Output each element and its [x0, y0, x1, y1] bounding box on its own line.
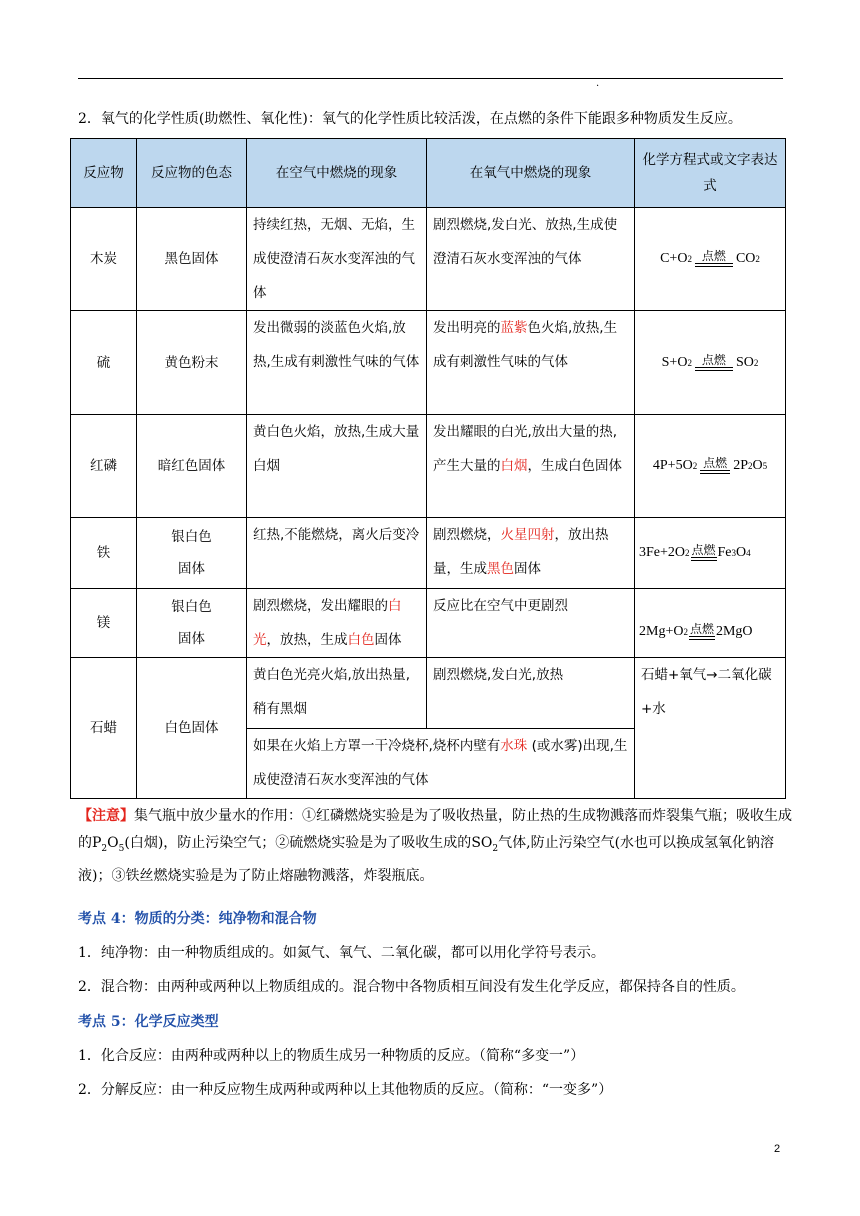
oxygen-phenomenon-cell — [427, 208, 635, 311]
eq-left: 2Mg+O — [639, 624, 684, 639]
oxygen-phenomenon-cell: 剧烈燃烧,发白光,放热 — [427, 658, 635, 729]
state-cell: 白色固体 — [137, 658, 247, 799]
eq-sub: 2 — [753, 357, 759, 368]
extra-text: 如果在火焰上方罩一干冷烧杯,烧杯内壁有 — [253, 738, 501, 754]
air-phenomenon-cell: 发出微弱的淡蓝色火焰,放热,生成有刺激性气味的气体 — [247, 311, 427, 415]
highlight-text: 白色 — [347, 632, 375, 648]
oxygen-text: ，放出热量，生成 — [433, 527, 609, 577]
air-phenomenon-cell: 红热,不能燃烧，离火后变冷 — [247, 518, 427, 589]
highlight-text: 黑色 — [487, 561, 514, 577]
reactant-cell: 硫 — [71, 311, 137, 415]
eq-condition: 点燃 — [701, 249, 726, 263]
table-row — [71, 518, 786, 589]
eq-left: S+O — [661, 354, 688, 370]
table-row — [71, 415, 786, 518]
oxygen-text: 反应比在空气中更剧烈 — [433, 598, 568, 614]
page-number: 2 — [774, 1143, 781, 1155]
col-header-oxygen: 在氧气中燃烧的现象 — [427, 139, 635, 208]
eq-sub: 3 — [731, 548, 737, 558]
note-text: 集气瓶中放少量水的作用：①红磷燃烧实验是为了吸收热量，防止热的生成物溅落而炸裂集气瓶；吸收生成的 — [78, 808, 792, 851]
eq-right: Fe — [717, 545, 732, 560]
eq-sub: 4 — [746, 548, 751, 558]
air-phenomenon-cell: 持续红热，无烟、无焰，生成使澄清石灰水变浑浊的气体 — [247, 208, 427, 311]
highlight-text: 火星四射 — [500, 527, 555, 543]
note-text: (白烟)，防止污染空气；②硫燃烧实验是为了吸收生成的 — [124, 835, 472, 851]
oxygen-text: ，生成白色固体 — [527, 458, 622, 474]
header-rule — [78, 78, 783, 79]
table-header-row — [71, 139, 786, 208]
note-tag: 【注意】 — [78, 808, 134, 824]
equation-cell — [635, 518, 786, 589]
table-row — [71, 208, 786, 311]
eq-right: 2MgO — [715, 624, 753, 639]
eq-left: C+O — [660, 251, 688, 266]
reactant-cell: 红磷 — [71, 415, 137, 518]
oxygen-phenomenon-cell — [427, 518, 635, 589]
eq-left: 4P+5O — [652, 458, 693, 473]
eq-condition: 点燃 — [691, 543, 716, 557]
eq-right: CO — [735, 251, 756, 266]
extra-text: (或水雾)出现,生成使澄清石灰水变浑浊的气体 — [253, 738, 628, 788]
highlight-text: 水珠 — [500, 738, 528, 754]
kp4-title: 考点 4：物质的分类：纯净物和混合物 — [78, 911, 317, 927]
eq-sub: 2 — [747, 461, 753, 471]
kp4-line-1: 1．纯净物：由一种物质组成的。如氮气、氧气、二氧化碳，都可以用化学符号表示。 — [78, 945, 605, 961]
eq-left: 3Fe+2O — [639, 545, 686, 560]
kp4-line-2: 2．混合物：由两种或两种以上物质组成的。混合物中各物质相互间没有发生化学反应，都保持各自的性质。 — [78, 979, 745, 995]
eq-condition: 点燃 — [703, 456, 728, 470]
eq-sub: 2 — [685, 548, 690, 558]
header-dot: . — [596, 78, 600, 89]
reactant-cell: 木炭 — [71, 208, 137, 311]
highlight-text: 蓝紫 — [500, 320, 528, 336]
eq-condition: 点燃 — [701, 352, 726, 367]
equation-cell — [635, 415, 786, 518]
eq-right: SO — [735, 354, 754, 370]
eq-sub: 2 — [683, 627, 688, 637]
air-phenomenon-cell: 黄白色火焰，放热,生成大量白烟 — [247, 415, 427, 518]
col-header-state: 反应物的色态 — [137, 139, 247, 208]
air-text: ，放热，生成 — [266, 632, 348, 648]
table-row — [71, 658, 786, 729]
air-text: 固体 — [374, 632, 402, 648]
col-header-reactant: 反应物 — [71, 139, 137, 208]
eq-sub: 2 — [687, 254, 692, 264]
eq-right: 2P — [733, 458, 748, 473]
note-paragraph: 【注意】集气瓶中放少量水的作用：①红磷燃烧实验是为了吸收热量，防止热的生成物溅落而炸裂集气瓶；吸收生成的$P_2O_5$(白烟)，防止污染空气；②硫燃烧实验是为了吸收生成的$SO_2$气体,防止污染空气(水也可以换成氢氧化钠溶液)；③铁丝燃烧实验是为了防止熔融物溅落，炸裂瓶底。 — [78, 808, 792, 884]
oxygen-phenomenon-cell — [427, 589, 635, 658]
kp5-line-1: 1．化合反应：由两种或两种以上的物质生成另一种物质的反应。（简称“多变一”） — [78, 1048, 585, 1064]
equation-cell — [635, 311, 786, 415]
highlight-text: 白烟 — [500, 458, 528, 474]
oxygen-text: 发出耀眼的白光,放出大量的热,产生大量的 — [433, 424, 618, 474]
reactant-cell: 镁 — [71, 589, 137, 658]
oxygen-text: 色火焰,放热,生成有刺激性气味的气体 — [433, 320, 618, 370]
table-row — [71, 311, 786, 415]
state-cell: 暗红色固体 — [137, 415, 247, 518]
note-text: 气体,防止污染空气(水也可以换成氢氧化钠溶液)；③铁丝燃烧实验是为了防止熔融物溅落，炸裂瓶底。 — [78, 835, 775, 884]
eq-right: O — [752, 458, 763, 473]
equation-cell: 石蜡+氧气→二氧化碳+水 — [635, 658, 786, 799]
eq-sub: 2 — [692, 461, 698, 471]
eq-sub: 5 — [762, 461, 768, 471]
oxygen-phenomenon-cell — [427, 311, 635, 415]
state-cell: 黑色固体 — [137, 208, 247, 311]
kp5-line-2: 2．分解反应：由一种反应物生成两种或两种以上其他物质的反应。（简称：“一变多”） — [78, 1082, 613, 1098]
col-header-equation: 化学方程式或文字表达式 — [635, 139, 786, 208]
equation-cell — [635, 208, 786, 311]
section-intro: 2．氧气的化学性质(助燃性、氧化性)：氧气的化学性质比较活泼，在点燃的条件下能跟多种物质发生反应。 — [78, 111, 742, 127]
equation-cell — [635, 589, 786, 658]
air-text: 剧烈燃烧，发出耀眼的 — [253, 598, 388, 614]
oxygen-phenomenon-cell — [427, 415, 635, 518]
oxygen-reaction-table — [70, 138, 786, 799]
state-cell: 银白色固体 — [137, 518, 247, 589]
state-cell: 黄色粉末 — [137, 311, 247, 415]
reactant-cell: 石蜡 — [71, 658, 137, 799]
eq-right: O — [736, 545, 747, 560]
reactant-cell: 铁 — [71, 518, 137, 589]
state-cell: 银白色固体 — [137, 589, 247, 658]
oxygen-text: 剧烈燃烧， — [433, 527, 501, 543]
air-phenomenon-cell — [247, 589, 427, 658]
eq-condition: 点燃 — [689, 622, 714, 636]
oxygen-text: 剧烈燃烧,发白光、放热,生成使澄清石灰水变浑浊的气体 — [433, 217, 618, 267]
eq-sub: 2 — [687, 357, 692, 368]
col-header-air: 在空气中燃烧的现象 — [247, 139, 427, 208]
highlight-text: 白光 — [253, 598, 402, 648]
oxygen-text: 固体 — [514, 561, 541, 577]
air-phenomenon-cell: 黄白色光亮火焰,放出热量,稍有黑烟 — [247, 658, 427, 729]
extra-phenomenon-cell — [247, 729, 635, 799]
eq-sub: 2 — [755, 254, 760, 264]
kp5-title: 考点 5：化学反应类型 — [78, 1014, 219, 1030]
oxygen-text: 发出明亮的 — [433, 320, 501, 336]
table-row — [71, 589, 786, 658]
